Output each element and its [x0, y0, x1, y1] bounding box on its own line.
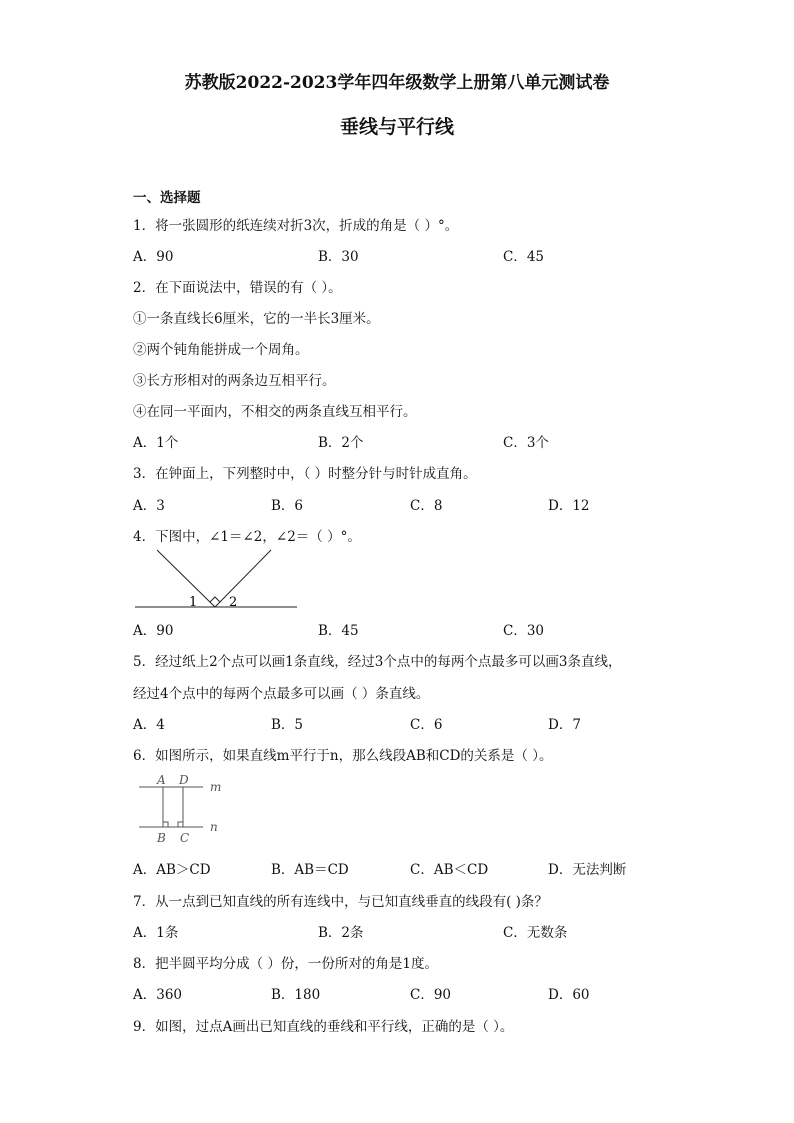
question-3-option-d: D．12	[548, 498, 590, 514]
question-8-stem: 8．把半圆平均分成（ ）份，一份所对的角是1度。	[133, 956, 438, 972]
question-3-option-c: C．8	[410, 498, 443, 514]
question-8-option-b: B．180	[271, 987, 321, 1003]
question-4-option-b: B．45	[318, 623, 359, 639]
angle-2-label: 2	[229, 595, 238, 610]
page-subtitle: 垂线与平行线	[339, 116, 454, 138]
question-7-option-b: B．2条	[318, 925, 364, 941]
question-7-stem: 7．从一点到已知直线的所有连线中，与已知直线垂直的线段有( )条？	[133, 894, 548, 910]
question-2-statement-3: ③长方形相对的两条边互相平行。	[133, 373, 336, 389]
question-7-option-c: C．无数条	[503, 925, 568, 941]
question-6-option-c: C．AB＜CD	[410, 862, 489, 878]
line-n-label: n	[210, 820, 218, 834]
question-1-option-c: C．45	[503, 249, 545, 265]
question-1-option-b: B．30	[318, 249, 359, 265]
point-c-label: C	[180, 831, 190, 845]
question-6-stem: 6．如图所示，如果直线m平行于n，那么线段AB和CD的关系是（ ）。	[133, 748, 553, 764]
question-2-statement-1: ①一条直线长6厘米，它的一半长3厘米。	[133, 311, 380, 327]
question-5-stem-line-2: 经过4个点中的每两个点最多可以画（ ）条直线。	[133, 686, 430, 702]
point-a-label: A	[157, 773, 166, 787]
question-3-stem: 3．在钟面上，下列整时中，（ ）时整分针与时针成直角。	[133, 466, 477, 482]
question-8-option-a: A．360	[133, 987, 183, 1003]
line-m-label: m	[210, 780, 222, 794]
question-4-stem: 4．下图中，∠1＝∠2，∠2＝（ ）°。	[133, 529, 361, 545]
question-1-stem: 1．将一张圆形的纸连续对折3次，折成的角是（ ）°。	[133, 218, 459, 234]
question-2-statement-4: ④在同一平面内，不相交的两条直线互相平行。	[133, 404, 417, 420]
question-5-option-d: D．7	[548, 717, 581, 733]
question-2-option-c: C．3个	[503, 435, 549, 451]
question-4-option-c: C．30	[503, 623, 545, 639]
question-5-stem-line-1: 5．经过纸上2个点可以画1条直线，经过3个点中的每两个点最多可以画3条直线，	[133, 654, 622, 670]
question-7-option-a: A．1条	[133, 925, 179, 941]
question-5-option-c: C．6	[410, 717, 443, 733]
question-2-stem: 2．在下面说法中，错误的有（ ）。	[133, 280, 342, 296]
question-6-option-d: D．无法判断	[548, 862, 627, 878]
question-3-option-a: A．3	[133, 498, 165, 514]
question-3-option-b: B．6	[271, 498, 304, 514]
section-heading: 一、选择题	[133, 190, 201, 206]
question-8-option-c: C．90	[410, 987, 452, 1003]
question-5-option-a: A．4	[133, 717, 165, 733]
question-4-option-a: A．90	[133, 623, 174, 639]
page-title: 苏教版2022-2023学年四年级数学上册第八单元测试卷	[184, 73, 610, 93]
question-9-stem: 9．如图，过点A画出已知直线的垂线和平行线，正确的是（ ）。	[133, 1019, 514, 1035]
question-5-option-b: B．5	[271, 717, 304, 733]
question-1-option-a: A．90	[133, 249, 174, 265]
point-d-label: D	[179, 773, 189, 787]
question-6-option-b: B．AB＝CD	[271, 862, 349, 878]
question-6-option-a: A．AB＞CD	[133, 862, 211, 878]
question-2-option-b: B．2个	[318, 435, 364, 451]
question-2-option-a: A．1个	[133, 435, 179, 451]
question-8-option-d: D．60	[548, 987, 590, 1003]
question-2-statement-2: ②两个钝角能拼成一个周角。	[133, 342, 309, 358]
parallel-lines-figure	[133, 770, 233, 848]
point-b-label: B	[157, 831, 166, 845]
angle-1-label: 1	[189, 595, 198, 610]
angle-figure	[130, 545, 302, 613]
